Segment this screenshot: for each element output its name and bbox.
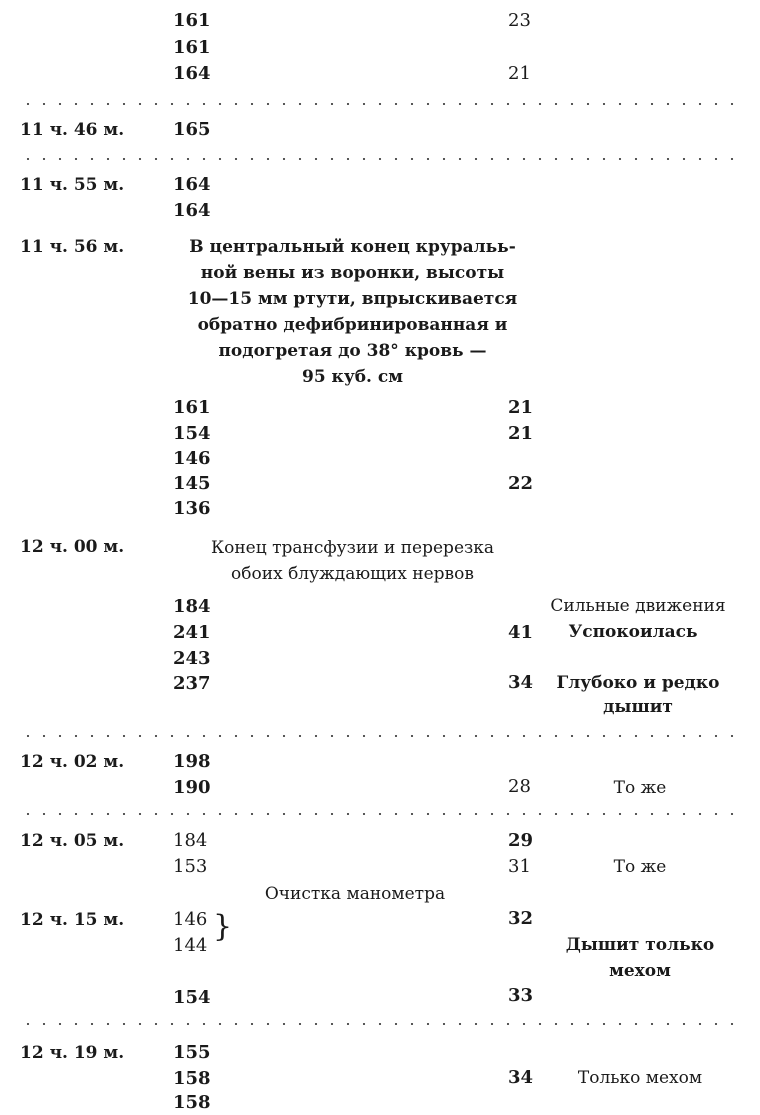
pressure-value: 164 xyxy=(173,200,211,221)
note-line: обратно дефибринированная и xyxy=(197,315,508,335)
count-value: 33 xyxy=(508,985,534,1006)
pressure-value: 144 xyxy=(173,935,208,956)
remark: То же xyxy=(613,778,667,798)
pressure-value: 145 xyxy=(173,473,211,494)
note-line: 10—15 мм ртути, впрыскивается xyxy=(187,289,518,309)
count-value: 29 xyxy=(508,830,534,851)
pressure-value: 237 xyxy=(173,673,211,694)
time-label: 11 ч. 46 м. xyxy=(20,120,125,140)
remark: мехом xyxy=(609,961,671,981)
pressure-value: 184 xyxy=(173,830,208,851)
remark: То же xyxy=(613,857,667,877)
pressure-value: 198 xyxy=(173,751,211,772)
remark: Успокоилась xyxy=(568,622,698,642)
remark: Дышит только xyxy=(565,935,715,955)
time-label: 12 ч. 02 м. xyxy=(20,752,125,772)
pressure-value: 158 xyxy=(173,1092,211,1113)
time-label: 12 ч. 05 м. xyxy=(20,831,125,851)
count-value: 23 xyxy=(508,10,531,31)
note-line: 95 куб. см xyxy=(301,367,404,387)
remark: дышит xyxy=(603,697,673,717)
note-line: ной вены из воронки, высоты xyxy=(200,263,505,283)
dotted-separator xyxy=(20,1023,745,1025)
dotted-separator xyxy=(20,103,745,105)
note-line: обоих блуждающих нервов xyxy=(231,564,474,584)
count-value: 34 xyxy=(508,672,534,693)
pressure-value: 243 xyxy=(173,648,211,669)
count-value: 22 xyxy=(508,473,534,494)
dotted-separator xyxy=(20,158,745,160)
count-value: 21 xyxy=(508,423,534,444)
brace-icon: } xyxy=(213,909,233,944)
count-value: 21 xyxy=(508,397,534,418)
pressure-value: 154 xyxy=(173,423,211,444)
note-line: В центральный конец круральь- xyxy=(189,237,516,257)
remark: Сильные движения xyxy=(550,596,726,616)
pressure-value: 161 xyxy=(173,397,211,418)
pressure-value: 146 xyxy=(173,448,211,469)
dotted-separator xyxy=(20,735,745,737)
remark: Только мехом xyxy=(577,1068,703,1088)
count-value: 21 xyxy=(508,63,531,84)
pressure-value: 241 xyxy=(173,622,211,643)
time-label: 11 ч. 56 м. xyxy=(20,237,125,257)
pressure-value: 165 xyxy=(173,119,211,140)
pressure-value: 190 xyxy=(173,777,211,798)
pressure-value: 136 xyxy=(173,498,211,519)
pressure-value: 146 xyxy=(173,909,208,930)
pressure-value: 158 xyxy=(173,1068,211,1089)
count-value: 28 xyxy=(508,776,531,797)
pressure-value: 155 xyxy=(173,1042,211,1063)
count-value: 41 xyxy=(508,622,534,643)
pressure-value: 154 xyxy=(173,987,211,1008)
note-line: подогретая до 38° кровь — xyxy=(218,341,487,361)
pressure-value: 153 xyxy=(173,856,208,877)
procedure-note xyxy=(185,234,520,390)
pressure-value: 161 xyxy=(173,37,211,58)
count-value: 34 xyxy=(508,1067,534,1088)
manometer-note: Очистка манометра xyxy=(264,884,446,904)
dotted-separator xyxy=(20,813,745,815)
pressure-value: 164 xyxy=(173,174,211,195)
time-label: 12 ч. 19 м. xyxy=(20,1043,125,1063)
time-label: 11 ч. 55 м. xyxy=(20,175,125,195)
count-value: 31 xyxy=(508,856,531,877)
pressure-value: 184 xyxy=(173,596,211,617)
pressure-value: 164 xyxy=(173,63,211,84)
count-value: 32 xyxy=(508,908,534,929)
time-label: 12 ч. 00 м. xyxy=(20,537,125,557)
remark: Глубоко и редко xyxy=(556,673,720,693)
procedure-note xyxy=(185,535,520,587)
pressure-value: 161 xyxy=(173,10,211,31)
note-line: Конец трансфузии и перерезка xyxy=(210,538,495,558)
time-label: 12 ч. 15 м. xyxy=(20,910,125,930)
